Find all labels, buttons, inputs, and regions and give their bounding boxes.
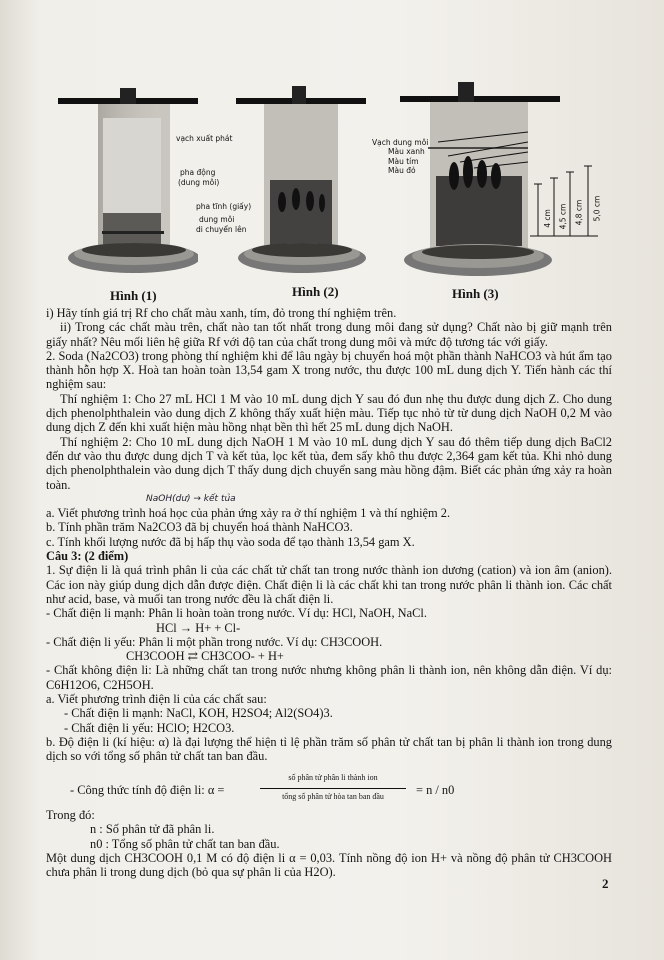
electrolysis-intro: 1. Sự điện li là quá trình phân li của các chất tử chất tan trong nước thành ion dương (cation) và ion âm (anion). Các ion này giúp dung dịch dẫn được điện. Chất điện li là các chất khi tan trong nước phân li thành ion. Các chất như acid, base, và muối tan trong nước đều là chất điện li. — [46, 563, 612, 606]
weak-electrolyte: - Chất điện li yếu: Phân li một phần trong nước. Ví dụ: CH3COOH. — [46, 634, 383, 649]
label-solvent-line: Vạch dung môi — [372, 138, 429, 147]
label-purple: Màu tím — [388, 157, 419, 166]
formula-label: - Công thức tính độ điện li: α = — [70, 783, 225, 797]
handwritten-note: NaOH(dư) → kết tủa — [146, 493, 236, 504]
page-number: 2 — [602, 876, 609, 891]
fraction-bar — [260, 788, 406, 789]
label-stationary-phase: pha tĩnh (giấy) — [196, 202, 252, 211]
final-problem: Một dung dịch CH3COOH 0,1 M có độ điện li α = 0,03. Tính nồng độ ion H+ và nồng độ phân tử CH3COOH chưa phân li trong dung dịch (bỏ qua sự phân li của H2O). — [46, 850, 612, 880]
strong-list: - Chất điện li mạnh: NaCl, KOH, H2SO4; Al2(SO4)3. — [64, 706, 333, 721]
label-solvent-moving: dung môi — [199, 215, 235, 224]
equation-acetic: CH3COOH ⇄ CH3COO- + H+ — [126, 649, 284, 664]
task-b: b. Tính phần trăm Na2CO3 đã bị chuyển hoá thành NaHCO3. — [46, 520, 353, 535]
def-n0: n0 : Tổng số phân tử chất tan ban đầu. — [90, 836, 280, 851]
formula-numerator: số phân tử phân li thành ion — [288, 773, 378, 782]
label-red: Màu đỏ — [388, 166, 416, 175]
question-ii: ii) Trong các chất màu trên, chất nào tan tốt nhất trong dung môi đang sử dụng? Chất nào bị giữ mạnh trên giấy nhất? Nêu mối liên hệ giữa Rf với độ tan của chất trong dung môi và mức độ tương tác với giấy. — [46, 320, 612, 349]
where-label: Trong đó: — [46, 808, 95, 822]
figure-2-illustration — [236, 84, 366, 284]
formula-result: = n / n0 — [416, 783, 455, 797]
body-text-end — [46, 808, 612, 879]
figure-3-caption: Hình (3) — [452, 286, 499, 301]
label-mobile-phase: pha động — [180, 168, 216, 177]
task-3a: a. Viết phương trình điện li của các chất sau: — [46, 692, 267, 707]
label-dist-4: 4 cm — [542, 209, 552, 228]
label-mobile-phase-sub: (dung môi) — [178, 178, 220, 187]
question-3-heading: Câu 3: (2 điểm) — [46, 549, 129, 564]
figure-3-illustration — [398, 76, 618, 286]
task-a: a. Viết phương trình hoá học của phản ứng xảy ra ở thí nghiệm 1 và thí nghiệm 2. — [46, 506, 451, 521]
body-text — [46, 306, 612, 764]
label-dist-4-5: 4,5 cm — [558, 203, 568, 230]
experiment-2: Thí nghiệm 2: Cho 10 mL dung dịch NaOH 1 M vào 10 mL dung dịch Y sau đó thêm tiếp dung dịch BaCl2 đến dư vào thu được dung dịch T và kết tủa, lọc kết tủa, đem sấy khô thu được 2,364 gam kết tủa. Khi nhỏ dung dịch phenolphthalein vào dung dịch T thấy dung dịch chuyển sang màu hồng đậm. Biết các phản ứng xảy ra hoàn toàn. — [46, 434, 612, 492]
label-solvent-moving-sub: di chuyển lên — [196, 225, 247, 234]
def-n: n : Số phân tử đã phân li. — [90, 822, 215, 837]
figure-1-caption: Hình (1) — [110, 288, 157, 303]
question-i: i) Hãy tính giá trị Rf cho chất màu xanh, tím, đỏ trong thí nghiệm trên. — [46, 306, 397, 320]
experiment-1: Thí nghiệm 1: Cho 27 mL HCl 1 M vào 10 mL dung dịch Y sau đó đun nhẹ thu được dung dịch Z. Cho dung dịch phenolphthalein vào dung dịch Z không thấy xuất hiện màu. Tiếp tục nhỏ từ từ dung dịch NaOH 0,2 M vào dung dịch Z đến khi xuất hiện màu hồng nhạt bền thì hết 25 mL dung dịch NaOH. — [46, 391, 612, 435]
task-3b: b. Độ điện li (kí hiệu: α) là đại lượng thể hiện tỉ lệ phần trăm số phân tử chất tan bị phân li thành ion trong dung dịch so với tổng số phân tử chất tan ban đầu. — [46, 734, 612, 764]
equation-hcl: HCl → H+ + Cl- — [156, 620, 241, 635]
label-dist-5: 5,0 cm — [592, 195, 602, 222]
label-solvent-front: vạch xuất phát — [176, 134, 233, 143]
non-electrolyte: - Chất không điện li: Là những chất tan trong nước nhưng không phân li thành ion, nên không dẫn điện. Ví dụ: C6H12O6, C2H5OH. — [46, 663, 612, 692]
ionization-formula — [70, 773, 630, 807]
task-c: c. Tính khối lượng nước đã bị hấp thụ vào soda để tạo thành 13,54 gam X. — [46, 534, 415, 549]
question-2-intro: 2. Soda (Na2CO3) trong phòng thí nghiệm khi để lâu ngày bị chuyển hoá một phần thành NaHCO3 và hút ẩm tạo thành hỗn hợp X. Hoà tan hoàn toàn 13,54 gam X trong nước, thu được 100 mL dung dịch Y. Tiến hành các thí nghiệm sau: — [46, 348, 612, 392]
formula-denominator: tổng số phân tử hòa tan ban đầu — [282, 792, 384, 801]
label-dist-4-8: 4,8 cm — [574, 199, 584, 226]
weak-list: - Chất điện li yếu: HClO; H2CO3. — [64, 720, 235, 735]
strong-electrolyte: - Chất điện li mạnh: Phân li hoàn toàn trong nước. Ví dụ: HCl, NaOH, NaCl. — [46, 606, 427, 621]
figure-2-caption: Hình (2) — [292, 284, 339, 299]
label-blue: Màu xanh — [388, 147, 425, 156]
figure-1-illustration — [58, 88, 198, 288]
